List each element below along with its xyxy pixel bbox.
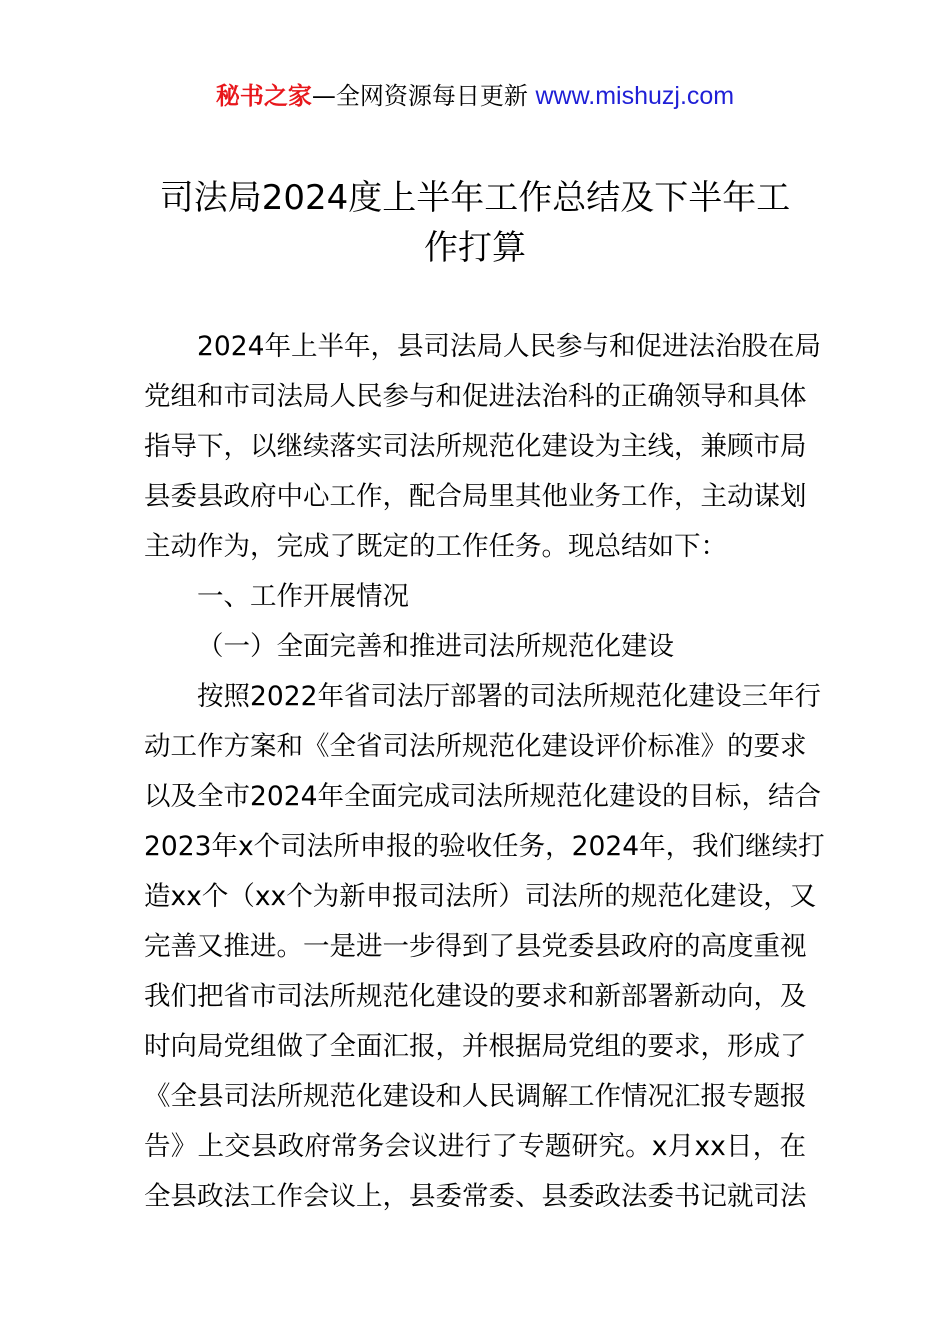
section-heading: 一、工作开展情况 <box>197 581 409 612</box>
body-line: 我们把省市司法所规范化建设的要求和新部署新动向，及 <box>144 981 807 1012</box>
body-line: 全县政法工作会议上，县委常委、县委政法委书记就司法 <box>144 1181 807 1212</box>
body-line: 2023年x个司法所申报的验收任务，2024年，我们继续打 <box>144 831 825 862</box>
body-line: 以及全市2024年全面完成司法所规范化建设的目标，结合 <box>144 781 821 812</box>
document-body <box>144 322 825 1222</box>
body-line: 造xx个（xx个为新申报司法所）司法所的规范化建设，又 <box>144 881 817 912</box>
body-line: 指导下，以继续落实司法所规范化建设为主线，兼顾市局 <box>144 431 807 462</box>
body-line: 2024年上半年，县司法局人民参与和促进法治股在局 <box>197 331 821 362</box>
body-line: 主动作为，完成了既定的工作任务。现总结如下： <box>144 531 727 562</box>
subsection-heading: （一）全面完善和推进司法所规范化建设 <box>197 631 674 662</box>
brand-name: 秘书之家 <box>215 82 312 110</box>
body-line: 动工作方案和《全省司法所规范化建设评价标准》的要求 <box>144 731 807 762</box>
body-line: 完善又推进。一是进一步得到了县党委县政府的高度重视 <box>144 931 807 962</box>
body-line: 《全县司法所规范化建设和人民调解工作情况汇报专题报 <box>144 1081 807 1112</box>
title-line-2: 作打算 <box>424 228 526 268</box>
document-title <box>140 173 810 273</box>
body-line: 县委县政府中心工作，配合局里其他业务工作，主动谋划 <box>144 481 807 512</box>
site-header <box>0 78 950 114</box>
header-tagline: —全网资源每日更新 <box>311 82 536 110</box>
title-line-1: 司法局2024度上半年工作总结及下半年工 <box>159 178 791 218</box>
body-line: 按照2022年省司法厅部署的司法所规范化建设三年行 <box>197 681 821 712</box>
body-line: 党组和市司法局人民参与和促进法治科的正确领导和具体 <box>144 381 807 412</box>
body-line: 告》上交县政府常务会议进行了专题研究。x月xx日，在 <box>144 1131 806 1162</box>
site-url-link[interactable]: www.mishuzj.com <box>535 82 735 110</box>
body-line: 时向局党组做了全面汇报，并根据局党组的要求，形成了 <box>144 1031 807 1062</box>
